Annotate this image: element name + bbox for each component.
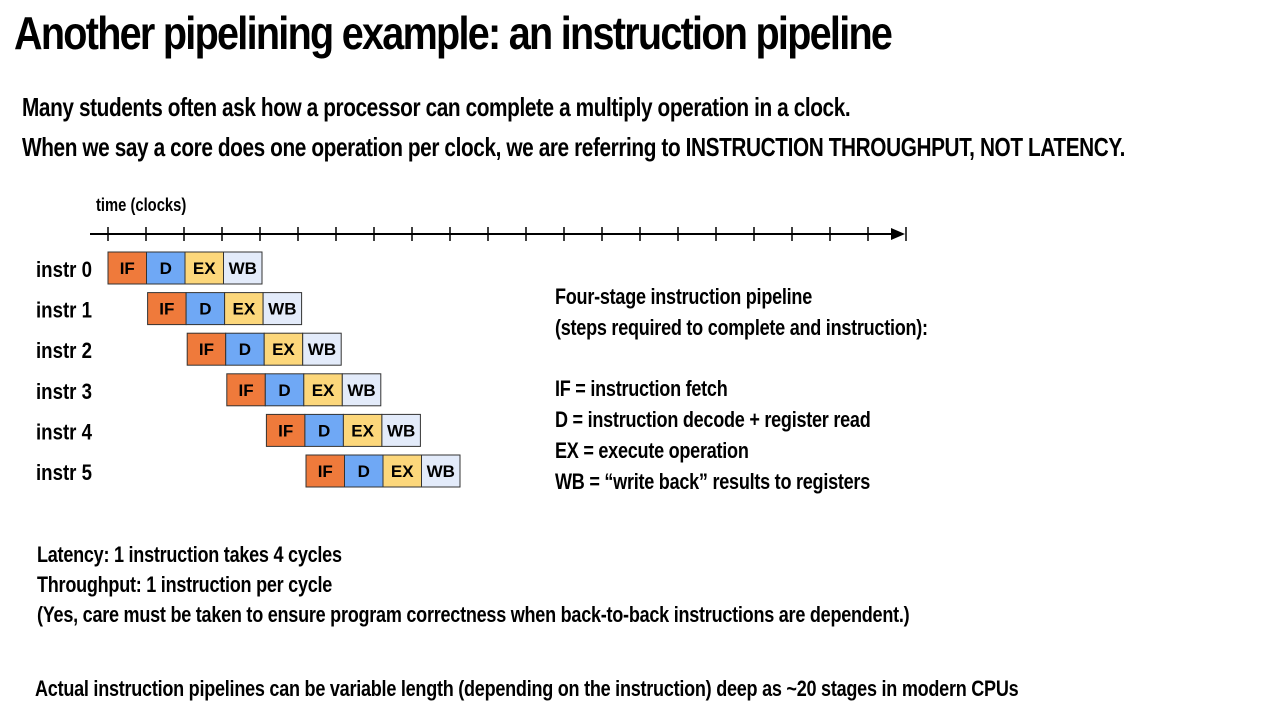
instruction-label: instr 2: [36, 338, 92, 364]
legend-heading-1: Four-stage instruction pipeline: [555, 284, 812, 309]
stage-label-wb: WB: [228, 259, 257, 278]
stage-label-ex: EX: [232, 299, 256, 319]
legend-item-if: IF = instruction fetch: [555, 376, 728, 401]
stage-label-if: IF: [198, 340, 215, 360]
stage-label-if: IF: [119, 259, 135, 278]
instruction-label: instr 5: [36, 460, 92, 485]
caveat-note: (Yes, care must be taken to ensure program correctness when back-to-back instructions are dependent.): [37, 602, 910, 627]
legend-item-wb: WB = “write back” results to registers: [555, 469, 870, 494]
latency-note: Latency: 1 instruction takes 4 cycles: [37, 542, 342, 567]
instruction-label: instr 3: [36, 378, 92, 404]
stage-label-if: IF: [238, 380, 254, 400]
stage-label-ex: EX: [351, 421, 374, 441]
time-axis-arrowhead: [891, 228, 905, 240]
time-axis-label: time (clocks): [96, 195, 187, 215]
stage-label-if: IF: [159, 299, 175, 319]
stage-label-if: IF: [317, 462, 333, 481]
throughput-note: Throughput: 1 instruction per cycle: [37, 572, 333, 597]
stage-label-d: D: [357, 462, 370, 481]
stage-label-ex: EX: [390, 462, 414, 481]
stage-label-ex: EX: [272, 340, 295, 360]
slide-title: Another pipelining example: an instruction pipeline: [14, 7, 892, 59]
stage-label-wb: WB: [268, 299, 297, 319]
stage-label-d: D: [278, 380, 291, 400]
stage-label-ex: EX: [192, 259, 216, 278]
stage-label-wb: WB: [386, 421, 416, 441]
stage-label-wb: WB: [307, 340, 337, 360]
instruction-label: instr 1: [36, 297, 92, 323]
stage-label-d: D: [318, 421, 331, 441]
footer-note: Actual instruction pipelines can be variable length (depending on the instruction) deep as ~20 stages in modern CPUs: [35, 676, 1019, 701]
stage-label-if: IF: [278, 421, 294, 441]
stage-label-ex: EX: [311, 380, 335, 400]
instruction-label: instr 0: [36, 257, 92, 282]
intro-line-2: When we say a core does one operation per clock, we are referring to INSTRUCTION THROUGHPUT, NOT LATENCY.: [22, 132, 1125, 162]
legend-item-ex: EX = execute operation: [555, 438, 749, 463]
stage-label-wb: WB: [347, 380, 376, 400]
stage-label-d: D: [238, 340, 252, 360]
stage-label-wb: WB: [426, 462, 455, 481]
intro-line-1: Many students often ask how a processor can complete a multiply operation in a clock.: [22, 92, 851, 122]
legend-item-d: D = instruction decode + register read: [555, 407, 871, 432]
stage-label-d: D: [159, 259, 172, 278]
stage-label-d: D: [199, 299, 212, 319]
instruction-label: instr 4: [36, 419, 93, 445]
legend-heading-2: (steps required to complete and instruction):: [555, 315, 928, 340]
